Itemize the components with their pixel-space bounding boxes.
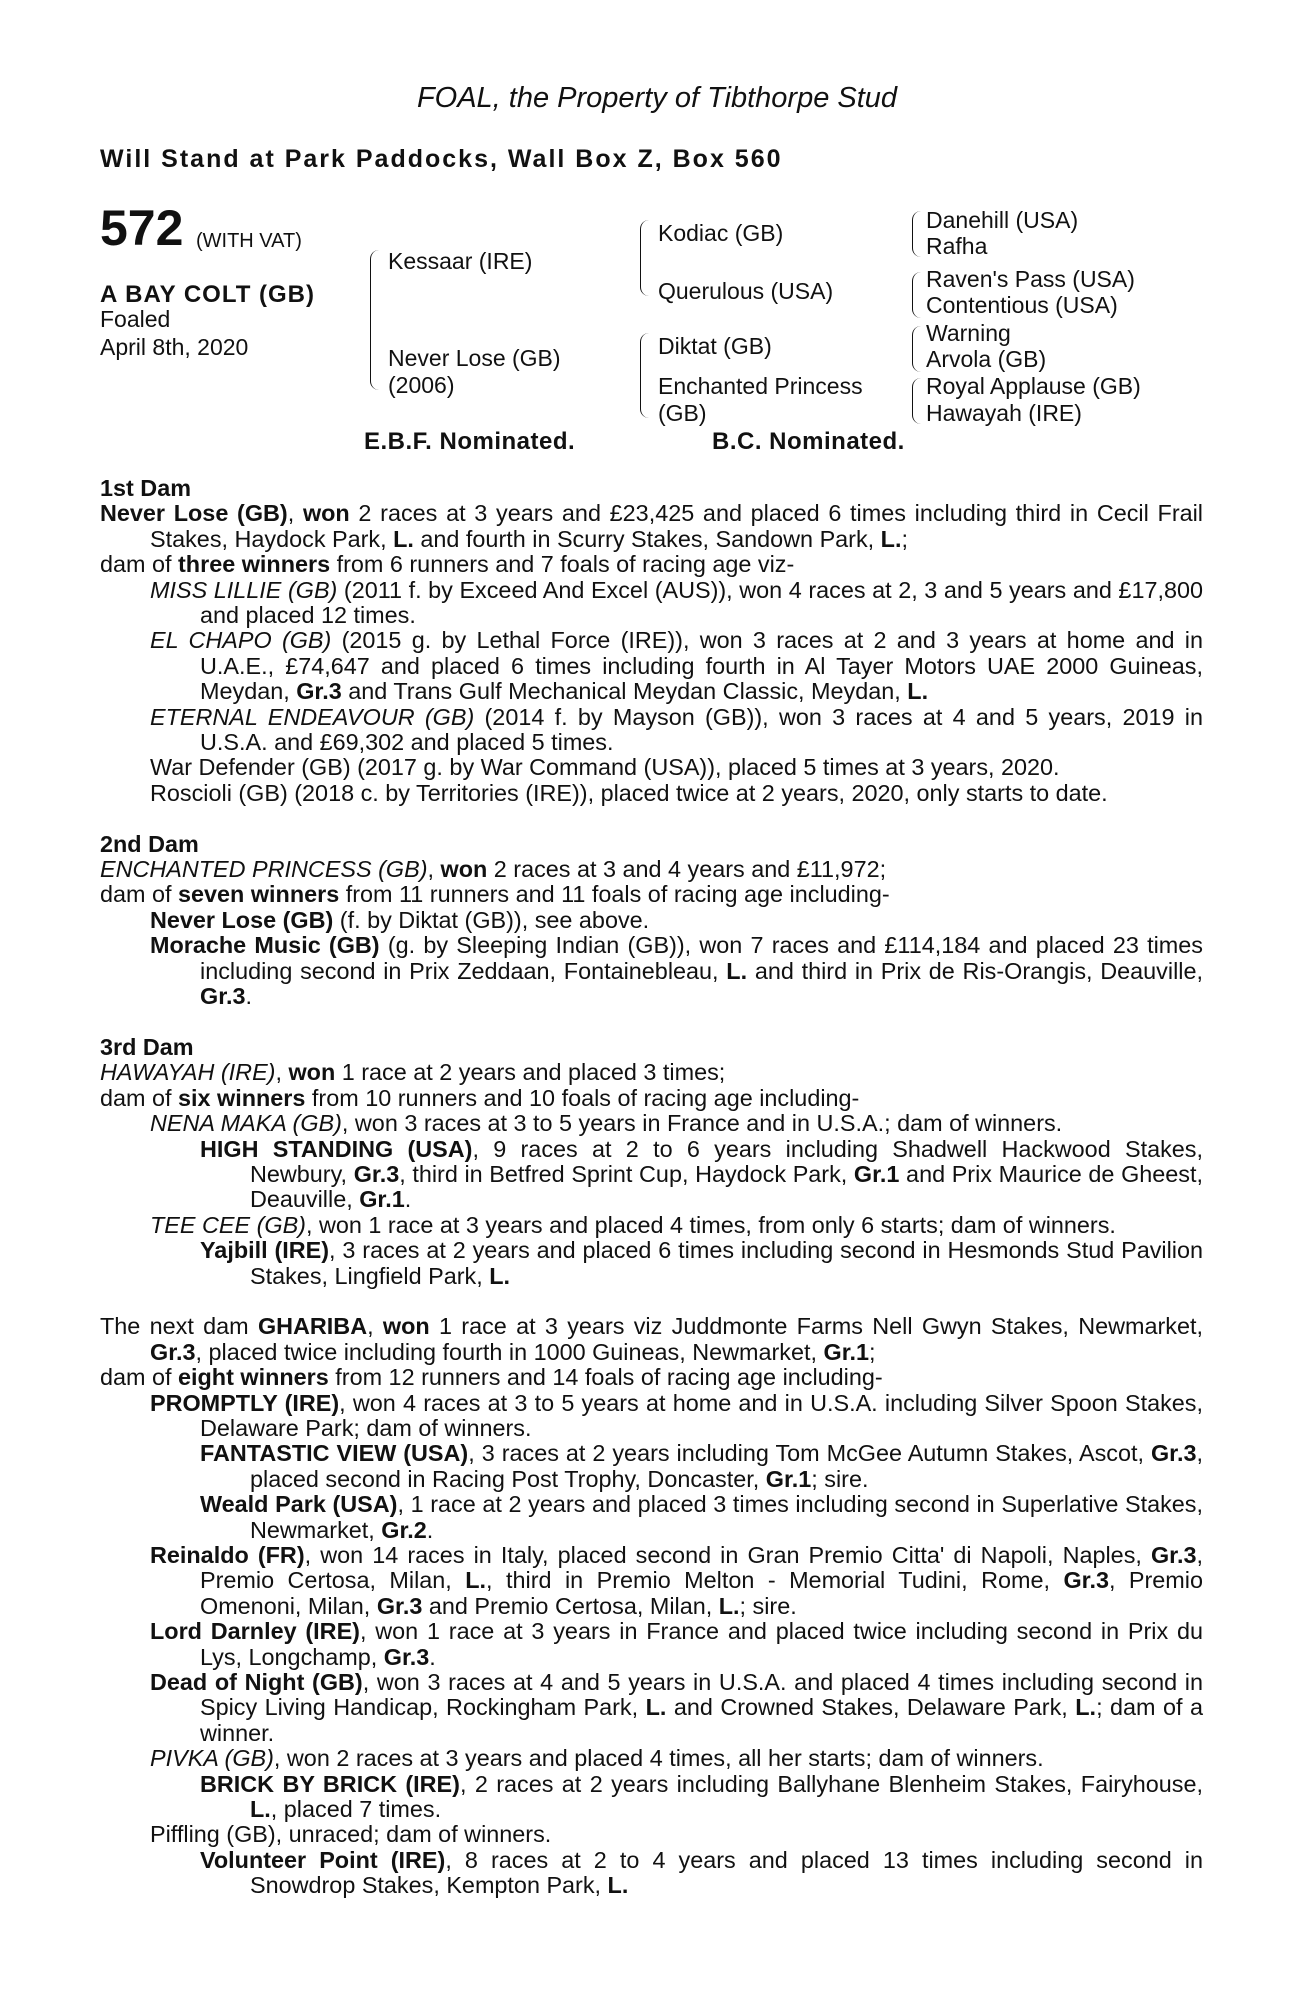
produce-entry: Weald Park (USA), 1 race at 2 years and placed 3 times including second in Superlative Stakes, Newmarket, Gr.2.	[200, 1491, 1203, 1543]
second-dam-heading: 2nd Dam	[100, 830, 199, 857]
produce-entry: FANTASTIC VIEW (USA), 3 races at 2 years including Tom McGee Autumn Stakes, Ascot, Gr.3, placed second in Racing Post Trophy, Doncaster, Gr.1; sire.	[200, 1440, 1203, 1492]
second-dam-produce-summary: dam of seven winners from 11 runners and 11 foals of racing age including-	[100, 881, 890, 908]
pedigree-bracket-g78	[912, 378, 921, 424]
pedigree-sire-sire: Kodiac (GB)	[658, 220, 784, 246]
pedigree-bracket-sire	[640, 220, 649, 296]
vat-note: (WITH VAT)	[196, 230, 302, 252]
ebf-nominated: E.B.F. Nominated.	[364, 428, 576, 455]
dam-name: Never Lose (GB)	[100, 500, 288, 527]
produce-entry: TEE CEE (GB), won 1 race at 3 years and placed 4 times, from only 6 starts; dam of winners.	[150, 1211, 1116, 1238]
stand-location: Will Stand at Park Paddocks, Wall Box Z, Box 560	[100, 145, 783, 173]
pedigree-g6: Arvola (GB)	[926, 346, 1047, 372]
next-dam-record: The next dam GHARIBA, won 1 race at 3 years viz Juddmonte Farms Nell Gwyn Stakes, Newmarket, Gr.3, placed twice including fourth in 1000 Guineas, Newmarket, Gr.1;	[100, 1313, 1204, 1365]
pedigree-g4: Contentious (USA)	[926, 292, 1118, 318]
produce-entry: MISS LILLIE (GB) (2011 f. by Exceed And Excel (AUS)), won 4 races at 2, 3 and 5 years and £17,800 and placed 12 times.	[150, 576, 1203, 629]
lot-number: 572	[100, 200, 184, 256]
third-dam-heading: 3rd Dam	[100, 1033, 194, 1060]
pedigree-bracket-g12	[912, 211, 921, 257]
pedigree-g2: Rafha	[926, 233, 988, 259]
produce-entry: Yajbill (IRE), 3 races at 2 years and placed 6 times including second in Hesmonds Stud Pavilion Stakes, Lingfield Park, L.	[200, 1237, 1204, 1289]
produce-entry: PROMPTLY (IRE), won 4 races at 3 to 5 years at home and in U.S.A. including Silver Spoon Stakes, Delaware Park; dam of winners.	[150, 1389, 1203, 1441]
produce-record	[100, 476, 1203, 1899]
third-dam-produce-summary: dam of six winners from 10 runners and 10 foals of racing age including-	[100, 1084, 860, 1111]
lot-description: A BAY COLT (GB)	[100, 281, 316, 308]
pedigree-bracket-g56	[912, 326, 921, 372]
first-dam-produce-summary: dam of three winners from 6 runners and 7 foals of racing age viz-	[100, 551, 795, 578]
next-dam-produce-summary: dam of eight winners from 12 runners and 14 foals of racing age including-	[100, 1364, 883, 1391]
produce-entry: Morache Music (GB) (g. by Sleeping Indian (GB)), won 7 races and £114,184 and placed 23 times including second in Prix Zeddaan, Fontainebleau, L. and third in Prix de Ris-Orangis, Deauville, Gr.3.	[150, 932, 1203, 1010]
pedigree-g5: Warning	[926, 320, 1011, 346]
page-title: FOAL, the Property of Tibthorpe Stud	[416, 82, 898, 114]
pedigree-g1: Danehill (USA)	[926, 207, 1079, 233]
produce-entry: NENA MAKA (GB), won 3 races at 3 to 5 years in France and in U.S.A.; dam of winners.	[150, 1110, 1063, 1137]
first-dam-record: Never Lose (GB), won 2 races at 3 years and £23,425 and placed 6 times including third in Cecil Frail Stakes, Haydock Park, L. and fourth in Scurry Stakes, Sandown Park, L.;	[100, 500, 1204, 552]
pedigree-dam-line2: (2006)	[388, 372, 455, 398]
produce-entry: BRICK BY BRICK (IRE), 2 races at 2 years including Ballyhane Blenheim Stakes, Fairyhouse, L., placed 7 times.	[200, 1770, 1203, 1823]
produce-entry: Dead of Night (GB), won 3 races at 4 and 5 years in U.S.A. and placed 4 times including second in Spicy Living Handicap, Rockingham Park, L. and Crowned Stakes, Delaware Park, L.; dam of a winner.	[150, 1669, 1203, 1746]
pedigree-g3: Raven's Pass (USA)	[926, 266, 1135, 292]
pedigree-bracket-dam	[640, 333, 649, 418]
pedigree-dam-dam-line2: (GB)	[658, 400, 707, 426]
produce-entry: Reinaldo (FR), won 14 races in Italy, placed second in Gran Premio Citta' di Napoli, Naples, Gr.3, Premio Certosa, Milan, L., third in Premio Melton - Memorial Tudini, Rome, Gr.3, Premio Omenoni, Milan, Gr.3 and Premio Certosa, Milan, L.; sire.	[150, 1542, 1203, 1619]
pedigree-bracket-main	[370, 250, 379, 390]
pedigree-sire-dam: Querulous (USA)	[658, 278, 834, 304]
produce-entry: Piffling (GB), unraced; dam of winners.	[150, 1821, 552, 1848]
won-label: won	[302, 500, 350, 527]
second-dam-record: ENCHANTED PRINCESS (GB), won 2 races at 3 and 4 years and £11,972;	[100, 856, 887, 883]
produce-entry: PIVKA (GB), won 2 races at 3 years and placed 4 times, all her starts; dam of winners.	[150, 1745, 1044, 1772]
pedigree-g7: Royal Applause (GB)	[926, 373, 1141, 399]
produce-entry: Never Lose (GB) (f. by Diktat (GB)), see above.	[150, 906, 650, 933]
first-dam-heading: 1st Dam	[100, 475, 192, 501]
produce-entry: Roscioli (GB) (2018 c. by Territories (IRE)), placed twice at 2 years, 2020, only starts to date.	[150, 779, 1108, 806]
produce-entry: EL CHAPO (GB) (2015 g. by Lethal Force (IRE)), won 3 races at 2 and 3 years at home and in U.A.E., £74,647 and placed 6 times including fourth in Al Tayer Motors UAE 2000 Guineas, Meydan, Gr.3 and Trans Gulf Mechanical Meydan Classic, Meydan, L.	[150, 627, 1203, 705]
pedigree-dam-dam-line1: Enchanted Princess	[658, 373, 863, 399]
produce-entry: War Defender (GB) (2017 g. by War Command (USA)), placed 5 times at 3 years, 2020.	[150, 754, 1060, 781]
produce-entry: HIGH STANDING (USA), 9 races at 2 to 6 years including Shadwell Hackwood Stakes, Newbury, Gr.3, third in Betfred Sprint Cup, Haydock Park, Gr.1 and Prix Maurice de Gheest, Deauville, Gr.1.	[200, 1135, 1203, 1213]
pedigree-sire: Kessaar (IRE)	[388, 248, 533, 274]
foaled-label: Foaled	[100, 306, 171, 332]
pedigree-bracket-g34	[912, 272, 921, 318]
produce-entry: Volunteer Point (IRE), 8 races at 2 to 4 years and placed 13 times including second in Snowdrop Stakes, Kempton Park, L.	[200, 1846, 1204, 1899]
third-dam-record: HAWAYAH (IRE), won 1 race at 2 years and placed 3 times;	[100, 1059, 726, 1086]
bc-nominated: B.C. Nominated.	[712, 428, 905, 455]
produce-entry: ETERNAL ENDEAVOUR (GB) (2014 f. by Mayson (GB)), won 3 races at 4 and 5 years, 2019 in U.S.A. and £69,302 and placed 5 times.	[150, 703, 1203, 756]
foaled-date: April 8th, 2020	[100, 334, 249, 360]
pedigree-dam-sire: Diktat (GB)	[658, 333, 772, 359]
produce-entry: Lord Darnley (IRE), won 1 race at 3 years in France and placed twice including second in Prix du Lys, Longchamp, Gr.3.	[150, 1618, 1204, 1670]
pedigree-dam-line1: Never Lose (GB)	[388, 345, 561, 371]
pedigree-g8: Hawayah (IRE)	[926, 400, 1082, 426]
